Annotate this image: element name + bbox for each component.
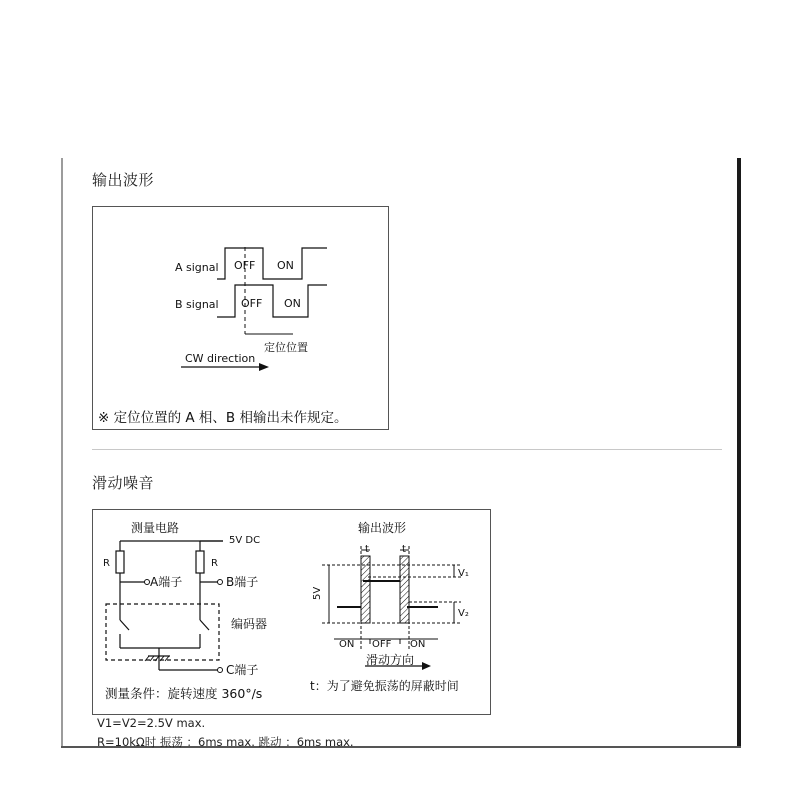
cw-arrow-head: [259, 363, 269, 371]
a-signal-label: A signal: [175, 261, 219, 274]
panel-left-border: [61, 158, 63, 748]
circuit-title: 测量电路: [131, 521, 180, 535]
supply-label: 5V DC: [229, 535, 261, 546]
section-divider: [92, 449, 722, 450]
a-terminal-dot: [145, 580, 150, 585]
footnote-text: ※ 定位位置的 A 相、B 相输出未作规定。: [98, 410, 348, 426]
r-left-label: R: [103, 558, 110, 569]
on-left-label: ON: [339, 639, 355, 650]
a-terminal-label: A端子: [150, 575, 183, 589]
resistor-left: [116, 551, 124, 573]
note-line-2: R=10kΩ时 振荡 ：6ms max. 跳动 ：6ms max.: [97, 735, 354, 749]
a-on-label: ON: [277, 259, 294, 272]
b-signal-waveform: [217, 285, 327, 317]
t-left-label: t: [365, 544, 369, 555]
v2-label: V₂: [458, 608, 469, 619]
mask-right: [400, 556, 409, 623]
output-waveform-diagram: [92, 206, 389, 430]
sliding-noise-svg: [93, 510, 490, 714]
output-waveform-heading: 输出波形: [92, 171, 155, 189]
r-right-label: R: [211, 558, 218, 569]
b-terminal-label: B端子: [226, 575, 259, 589]
off-label: OFF: [372, 639, 392, 650]
sliding-noise-heading: 滑动噪音: [92, 474, 155, 492]
encoder-dashed-box: [106, 604, 219, 660]
detent-position-label: 定位位置: [264, 341, 308, 354]
b-signal-label: B signal: [175, 298, 219, 311]
t-caption: t：为了避免振荡的屏蔽时间: [310, 679, 459, 693]
five-v-label: 5V: [312, 586, 323, 600]
noise-waveform: [322, 546, 461, 650]
sliding-noise-diagram: [92, 509, 491, 715]
measurement-condition: 测量条件：旋转速度 360°/s: [105, 686, 263, 701]
c-terminal-label: C端子: [226, 663, 259, 677]
b-on-label: ON: [284, 297, 301, 310]
measurement-circuit: [106, 541, 223, 670]
encoder-label: 编码器: [231, 617, 268, 631]
a-off-label: OFF: [234, 259, 256, 272]
mask-left: [361, 556, 370, 623]
b-terminal-dot: [218, 580, 223, 585]
b-off-label: OFF: [241, 297, 263, 310]
slide-direction-label: 滑动方向: [366, 653, 415, 667]
output-waveform-svg: [93, 207, 388, 429]
slide-arrow-head: [422, 662, 431, 670]
v1-label: V₁: [458, 568, 469, 579]
resistor-right: [196, 551, 204, 573]
c-terminal-dot: [218, 668, 223, 673]
note-line-1: V1=V2=2.5V max.: [97, 716, 206, 730]
on-right-label: ON: [410, 639, 426, 650]
waveform-title: 输出波形: [358, 521, 407, 535]
panel-right-border: [737, 158, 741, 748]
cw-direction-label: CW direction: [185, 352, 256, 365]
t-right-label: t: [402, 544, 406, 555]
